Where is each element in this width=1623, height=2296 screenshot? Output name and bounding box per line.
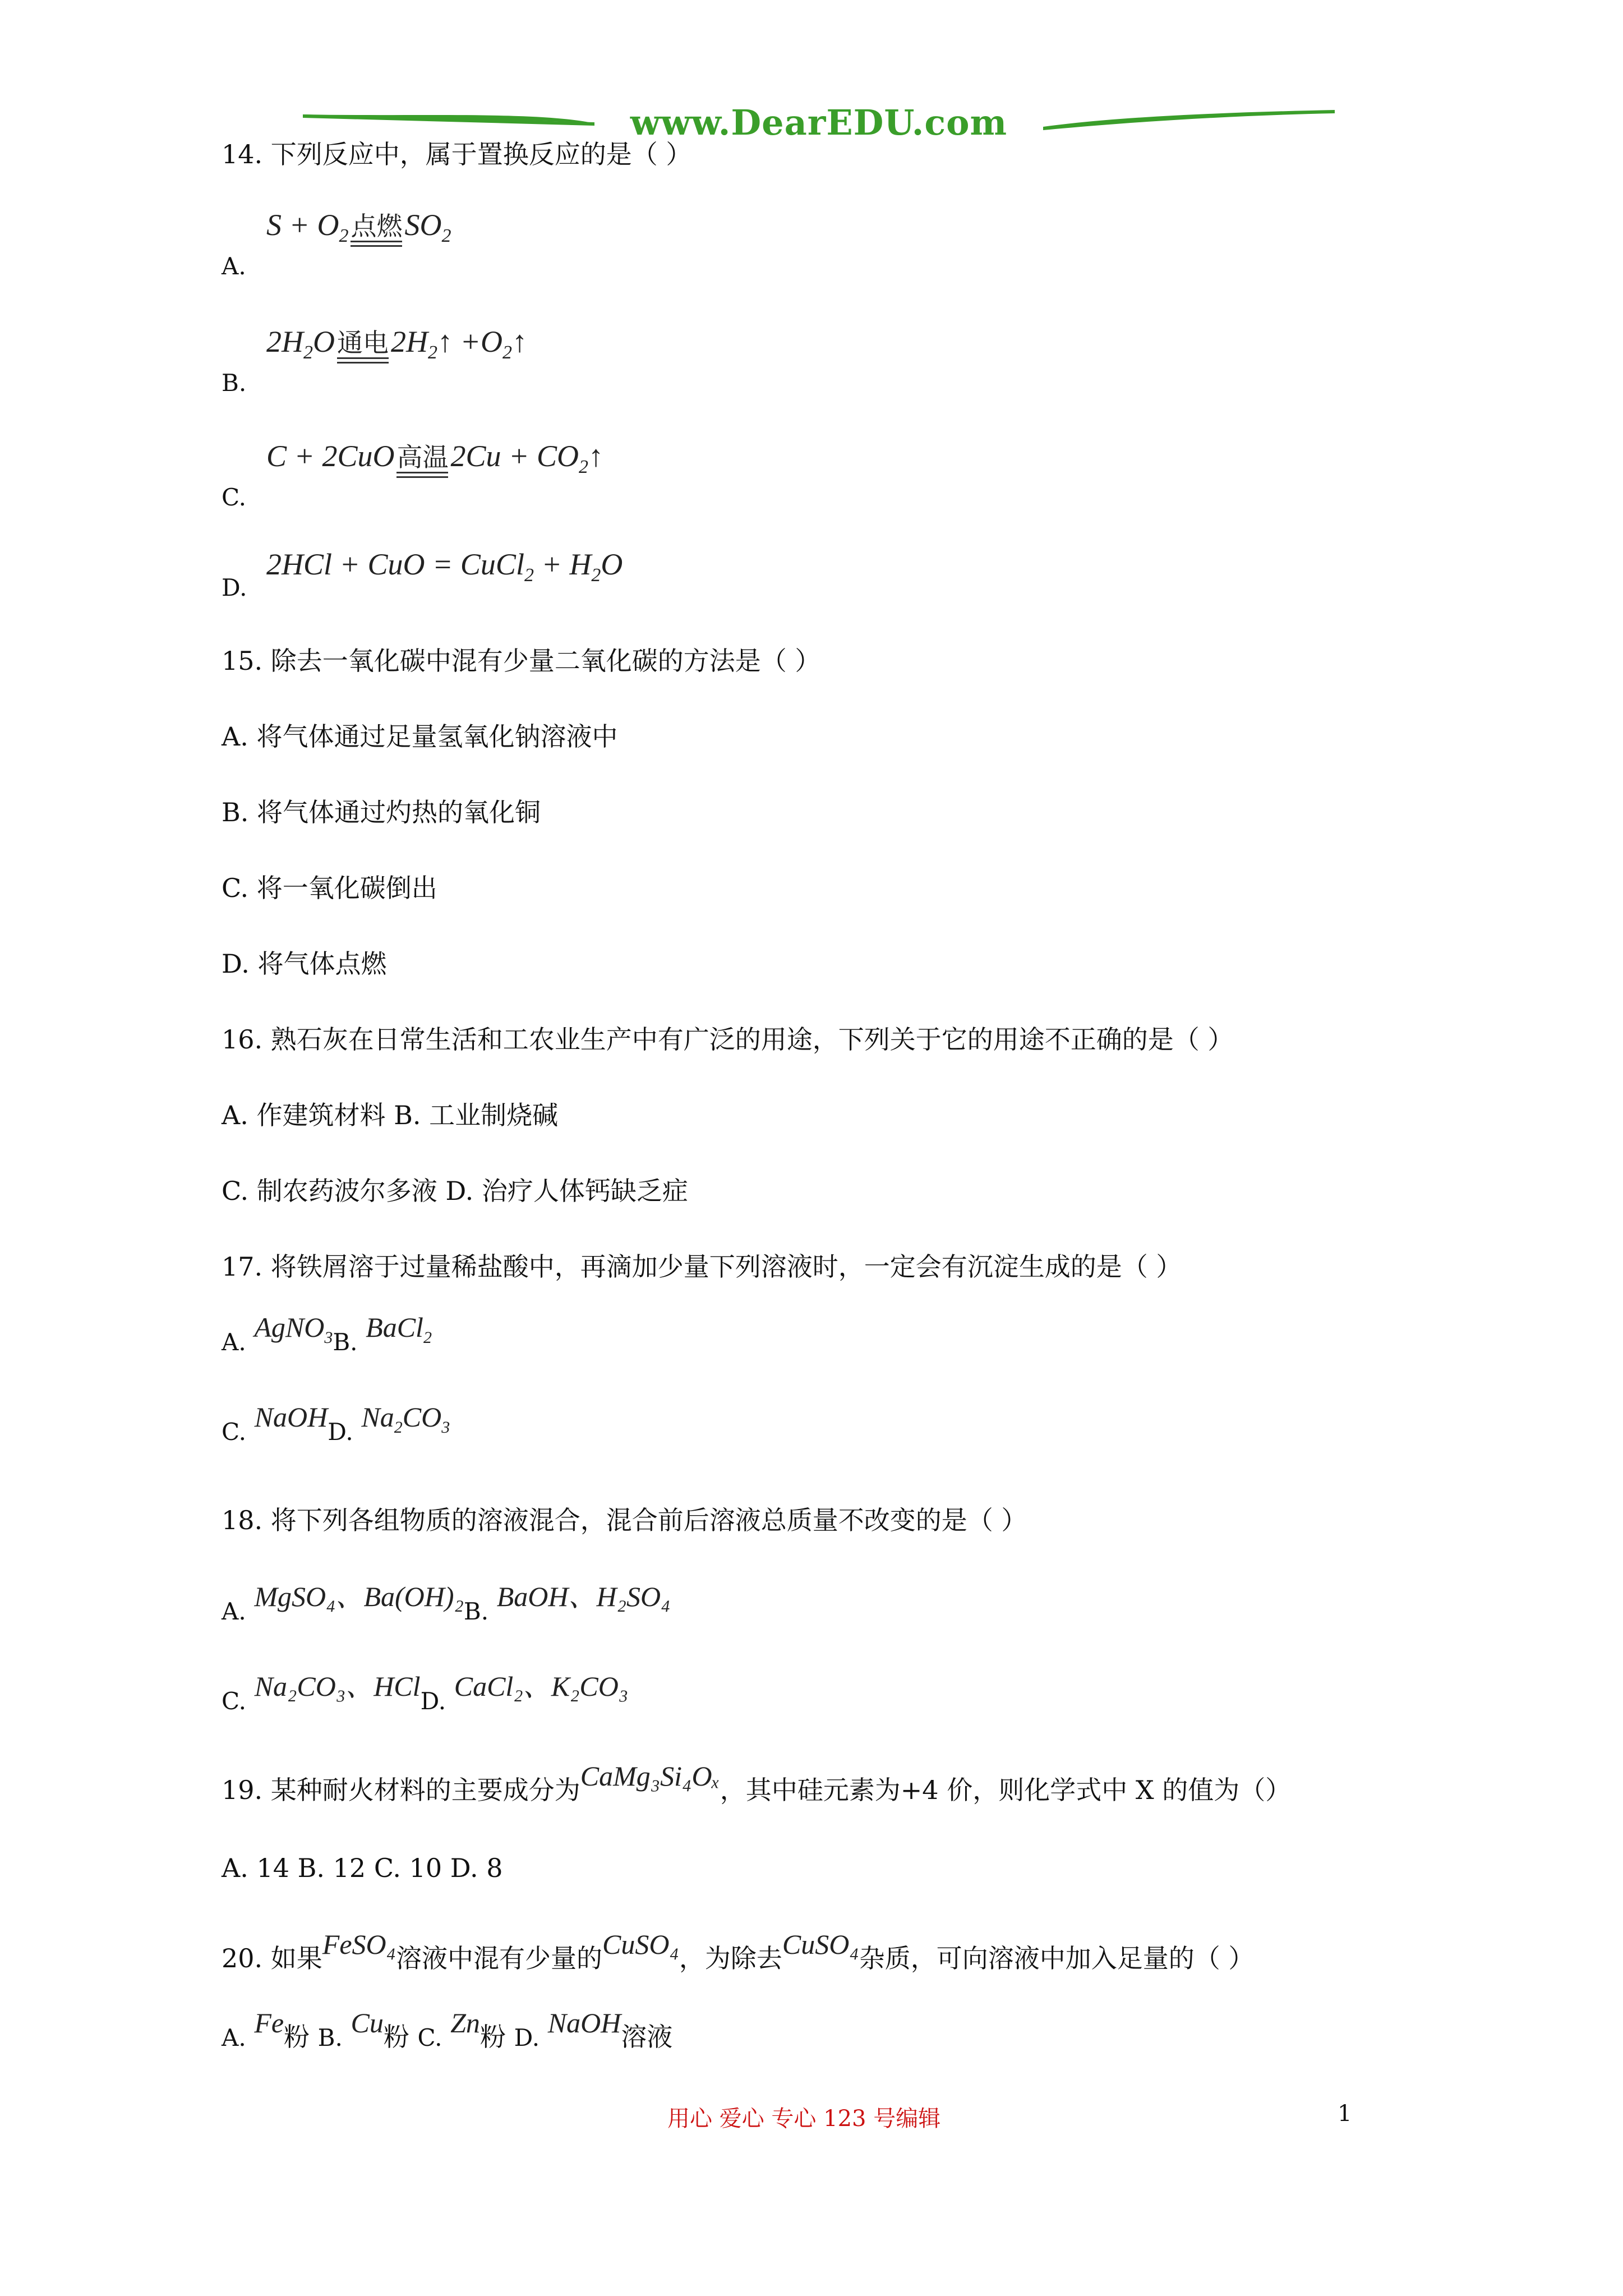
q18-options-cd [222, 1671, 629, 1718]
formula-naoh: NaOH [254, 1401, 328, 1433]
formula-cuso4-2: CuSO₄ [782, 1929, 859, 1960]
option-label: A. [222, 1598, 246, 1625]
formula-pair-a: MgSO₄、Ba(OH)₂ [254, 1581, 464, 1612]
q15-option-b: B. 将气体通过灼热的氧化铜 [222, 797, 541, 827]
option-label: D. [222, 574, 247, 601]
option-label: C. [417, 2024, 442, 2051]
formula-fe: Fe [254, 2007, 284, 2039]
question-14-stem: 14. 下列反应中，属于置换反应的是（ ） [222, 139, 692, 169]
q15-option-c: C. 将一氧化碳倒出 [222, 873, 437, 903]
equation-c: C + 2CuO 高温 $2Cu + CO_2↑$ [266, 439, 603, 477]
equation-b: $2H_2O$ 通电 $2H_2↑$ $+O_2↑$ [266, 325, 527, 363]
formula-camg3si4ox: CaMg₃Si₄Oₓ [580, 1760, 720, 1792]
question-17-stem: 17. 将铁屑溶于过量稀盐酸中，再滴加少量下列溶液时，一定会有沉淀生成的是（ ） [222, 1251, 1182, 1282]
question-19-stem: 19. 某种耐火材料的主要成分为CaMg₃Si₄Oₓ，其中硅元素为+4 价，则化学式中 X 的值为（） [222, 1760, 1292, 1805]
q20-options: A. Fe粉 B. Cu粉 C. Zn粉 D. NaOH溶液 [222, 2007, 673, 2052]
option-label: A. [222, 1328, 246, 1356]
page-number: 1 [1338, 2101, 1352, 2127]
option-label: A. [222, 252, 246, 280]
formula-zn: Zn [450, 2007, 480, 2039]
formula-naoh-2: NaOH [547, 2007, 621, 2039]
q15-option-a: A. 将气体通过足量氢氧化钠溶液中 [222, 721, 618, 752]
option-label: B. [222, 369, 247, 397]
question-15-stem: 15. 除去一氧化碳中混有少量二氧化碳的方法是（ ） [222, 646, 821, 676]
reaction-condition: 高温 [396, 444, 448, 478]
q17-options-ab [222, 1312, 432, 1368]
formula-pair-d: CaCl₂、K₂CO₃ [454, 1671, 629, 1702]
q16-options-line-2: C. 制农药波尔多液 D. 治疗人体钙缺乏症 [222, 1176, 688, 1206]
formula-pair-b: BaOH、H₂SO₄ [496, 1581, 671, 1612]
option-label: C. [222, 1687, 246, 1715]
site-url: www.DearEDU.com [630, 102, 1008, 143]
footer-credit: 用心 爱心 专心 123 号编辑 [667, 2106, 941, 2132]
question-18-stem: 18. 将下列各组物质的溶液混合，混合前后溶液总质量不改变的是（ ） [222, 1505, 1027, 1535]
formula-na2co3: $Na_2CO_3$ [361, 1401, 450, 1437]
formula-bacl2: BaCl$_2$ [366, 1312, 432, 1347]
question-16-stem: 16. 熟石灰在日常生活和工农业生产中有广泛的用途，下列关于它的用途不正确的是（ ） [222, 1024, 1234, 1055]
q15-option-d: D. 将气体点燃 [222, 949, 387, 979]
option-label: D. [420, 1687, 446, 1715]
q16-options-line-1: A. 作建筑材料 B. 工业制烧碱 [222, 1100, 559, 1130]
formula-cuso4: CuSO₄ [602, 1929, 679, 1960]
option-label: C. [222, 1418, 246, 1446]
option-label: B. [333, 1328, 358, 1356]
q17-options-cd [222, 1401, 450, 1458]
option-label: D. [328, 1418, 353, 1446]
option-label: B. [463, 1598, 489, 1625]
option-label: A. [222, 2024, 246, 2051]
formula-feso4: FeSO₄ [322, 1929, 396, 1960]
option-label: D. [514, 2024, 540, 2051]
q18-options-ab [222, 1581, 671, 1628]
question-20-stem: 20. 如果FeSO₄溶液中混有少量的CuSO₄，为除去CuSO₄杂质，可向溶液中加入足量的（ ） [222, 1929, 1255, 1973]
option-label: B. [317, 2024, 343, 2051]
formula-agno3: AgNO$_3$ [254, 1312, 333, 1347]
equation-a: $S + O_2$ 点燃 $SO_2$ [266, 208, 451, 246]
reaction-condition: 点燃 [351, 213, 402, 247]
formula-pair-c: Na₂CO₃、HCl [254, 1671, 421, 1702]
q19-options: A. 14 B. 12 C. 10 D. 8 [222, 1853, 503, 1883]
reaction-condition: 通电 [337, 329, 389, 364]
formula-cu: Cu [351, 2007, 384, 2039]
equation-d: 2HCl + CuO = CuCl$_2$ + $H_2O$ [266, 547, 623, 586]
option-label: C. [222, 484, 246, 511]
